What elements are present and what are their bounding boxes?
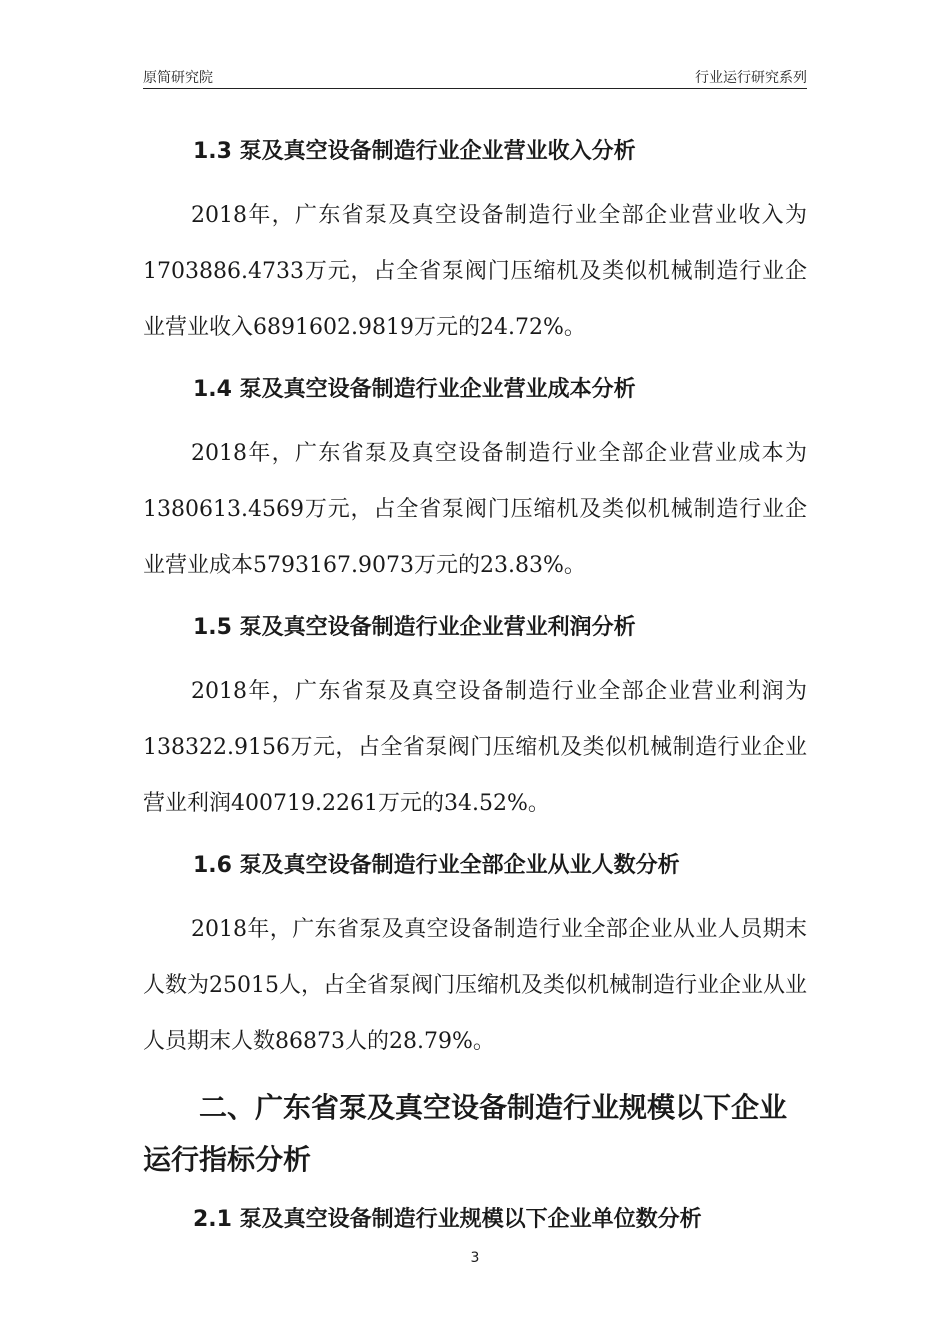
section-heading-1-3: 1.3 泵及真空设备制造行业企业营业收入分析 bbox=[193, 139, 636, 164]
section-paragraph-1-5: 2018年，广东省泵及真空设备制造行业全部企业营业利润为138322.9156万元，占全省泵阀门压缩机及类似机械制造行业企业营业利润400719.2261万元的34.52%。 bbox=[143, 679, 807, 816]
section-heading-2-1: 2.1 泵及真空设备制造行业规模以下企业单位数分析 bbox=[193, 1207, 702, 1232]
header-org-name: 原简研究院 bbox=[143, 70, 213, 86]
header-series-name: 行业运行研究系列 bbox=[695, 70, 807, 86]
section-paragraph-1-3: 2018年，广东省泵及真空设备制造行业全部企业营业收入为1703886.4733万元，占全省泵阀门压缩机及类似机械制造行业企业营业收入6891602.9819万元的24.72%。 bbox=[143, 203, 807, 340]
page-header bbox=[143, 66, 807, 89]
page-number: 3 bbox=[470, 1250, 480, 1266]
document-body bbox=[143, 130, 807, 1242]
chapter-heading: 二、广东省泵及真空设备制造行业规模以下企业运行指标分析 bbox=[143, 1091, 788, 1176]
section-heading-1-4: 1.4 泵及真空设备制造行业企业营业成本分析 bbox=[193, 377, 636, 402]
section-heading-1-6: 1.6 泵及真空设备制造行业全部企业从业人数分析 bbox=[193, 853, 680, 878]
section-paragraph-1-4: 2018年，广东省泵及真空设备制造行业全部企业营业成本为1380613.4569万元，占全省泵阀门压缩机及类似机械制造行业企业营业成本5793167.9073万元的23.83%。 bbox=[143, 441, 807, 578]
section-heading-1-5: 1.5 泵及真空设备制造行业企业营业利润分析 bbox=[193, 615, 636, 640]
section-paragraph-1-6: 2018年，广东省泵及真空设备制造行业全部企业从业人员期末人数为25015人，占全省泵阀门压缩机及类似机械制造行业企业从业人员期末人数86873人的28.79%。 bbox=[143, 917, 807, 1054]
